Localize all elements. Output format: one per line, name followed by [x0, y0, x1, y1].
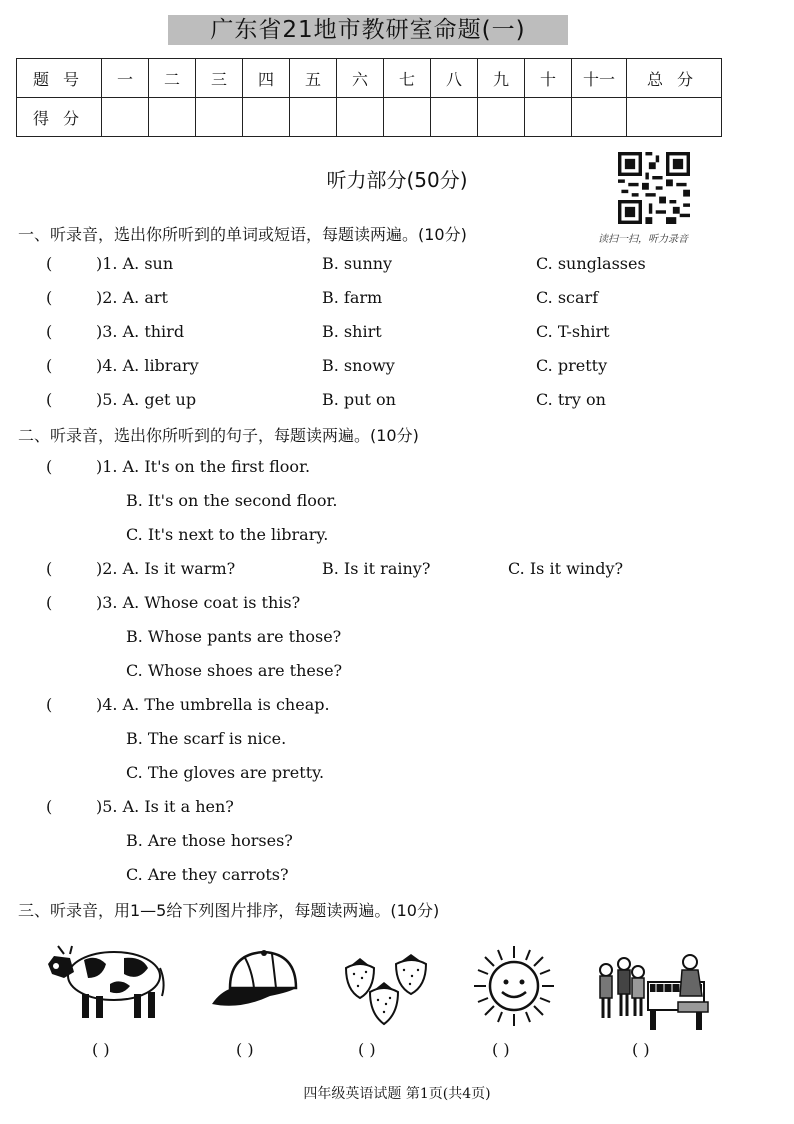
answer-paren[interactable]: ( — [46, 356, 53, 375]
score-col-4: 四 — [243, 59, 290, 98]
p2-q4-option-a: )4. A. The umbrella is cheap. — [96, 695, 330, 714]
score-table — [16, 58, 722, 137]
p2-q5-option-b: B. Are those horses? — [126, 831, 293, 850]
cow-picture — [44, 938, 168, 1022]
p1-q2-option-b: B. farm — [322, 288, 383, 307]
order-blank-5[interactable]: ( ) — [632, 1040, 650, 1059]
score-col-9: 九 — [478, 59, 525, 98]
score-col-2: 二 — [149, 59, 196, 98]
order-blank-2[interactable]: ( ) — [236, 1040, 254, 1059]
answer-paren[interactable]: ( — [46, 254, 53, 273]
p2-q1-option-c: C. It's next to the library. — [126, 525, 329, 544]
page-footer: 四年级英语试题 第1页(共4页) — [303, 1086, 491, 1102]
score-col-10: 十 — [525, 59, 572, 98]
p2-q2-option-b: B. Is it rainy? — [322, 559, 431, 578]
listening-section-heading: 听力部分(50分) — [326, 168, 468, 192]
score-cell[interactable] — [243, 98, 290, 137]
score-cell[interactable] — [149, 98, 196, 137]
answer-paren[interactable]: ( — [46, 390, 53, 409]
answer-paren[interactable]: ( — [46, 695, 53, 714]
score-cell[interactable] — [525, 98, 572, 137]
p2-q2-option-c: C. Is it windy? — [508, 559, 624, 578]
score-cell[interactable] — [290, 98, 337, 137]
p2-q3-option-c: C. Whose shoes are these? — [126, 661, 343, 680]
cap-picture — [210, 948, 302, 1012]
p2-q5-option-a: )5. A. Is it a hen? — [96, 797, 234, 816]
p1-q5-option-c: C. try on — [536, 390, 606, 409]
score-col-11: 十一 — [572, 59, 627, 98]
sun-picture — [472, 944, 556, 1028]
score-row-label: 题号 — [17, 59, 102, 98]
part2-heading: 二、听录音，选出你所听到的句子，每题读两遍。(10分) — [18, 426, 419, 445]
score-col-6: 六 — [337, 59, 384, 98]
p1-q4-option-c: C. pretty — [536, 356, 608, 375]
score-col-8: 八 — [431, 59, 478, 98]
score-row2-label: 得分 — [17, 98, 102, 137]
qr-code-icon[interactable] — [618, 152, 690, 224]
p2-q3-option-a: )3. A. Whose coat is this? — [96, 593, 301, 612]
p2-q4-option-b: B. The scarf is nice. — [126, 729, 287, 748]
p2-q5-option-c: C. Are they carrots? — [126, 865, 289, 884]
p2-q1-option-a: )1. A. It's on the first floor. — [96, 457, 311, 476]
children-piano-picture — [594, 942, 712, 1034]
score-cell[interactable] — [196, 98, 243, 137]
score-total-label: 总分 — [627, 59, 722, 98]
p1-q3-option-c: C. T-shirt — [536, 322, 610, 341]
score-table-header-row — [17, 59, 722, 98]
score-cell[interactable] — [384, 98, 431, 137]
answer-paren[interactable]: ( — [46, 559, 53, 578]
answer-paren[interactable]: ( — [46, 288, 53, 307]
strawberries-picture — [340, 954, 434, 1030]
score-col-5: 五 — [290, 59, 337, 98]
score-table-score-row — [17, 98, 722, 137]
p1-q3-option-a: )3. A. third — [96, 322, 185, 341]
answer-paren[interactable]: ( — [46, 322, 53, 341]
p1-q4-option-a: )4. A. library — [96, 356, 199, 375]
exam-title: 广东省21地市教研室命题(一) — [168, 15, 568, 45]
answer-paren[interactable]: ( — [46, 457, 53, 476]
p2-q1-option-b: B. It's on the second floor. — [126, 491, 338, 510]
answer-paren[interactable]: ( — [46, 797, 53, 816]
p1-q1-option-a: )1. A. sun — [96, 254, 174, 273]
score-cell[interactable] — [478, 98, 525, 137]
p2-q4-option-c: C. The gloves are pretty. — [126, 763, 325, 782]
score-col-3: 三 — [196, 59, 243, 98]
score-cell[interactable] — [337, 98, 384, 137]
p1-q2-option-c: C. scarf — [536, 288, 599, 307]
qr-caption: 读扫一扫，听力录音 — [598, 234, 688, 245]
score-cell[interactable] — [627, 98, 722, 137]
p1-q4-option-b: B. snowy — [322, 356, 395, 375]
p1-q5-option-a: )5. A. get up — [96, 390, 197, 409]
order-blank-1[interactable]: ( ) — [92, 1040, 110, 1059]
p1-q3-option-b: B. shirt — [322, 322, 382, 341]
score-cell[interactable] — [102, 98, 149, 137]
p1-q2-option-a: )2. A. art — [96, 288, 168, 307]
order-blank-4[interactable]: ( ) — [492, 1040, 510, 1059]
answer-paren[interactable]: ( — [46, 593, 53, 612]
score-cell[interactable] — [572, 98, 627, 137]
picture-row — [0, 938, 794, 1038]
p1-q5-option-b: B. put on — [322, 390, 396, 409]
score-col-7: 七 — [384, 59, 431, 98]
score-col-1: 一 — [102, 59, 149, 98]
p1-q1-option-c: C. sunglasses — [536, 254, 646, 273]
score-cell[interactable] — [431, 98, 478, 137]
part3-heading: 三、听录音，用1—5给下列图片排序，每题读两遍。(10分) — [18, 901, 440, 920]
p2-q3-option-b: B. Whose pants are those? — [126, 627, 342, 646]
order-blank-3[interactable]: ( ) — [358, 1040, 376, 1059]
p2-q2-option-a: )2. A. Is it warm? — [96, 559, 236, 578]
p1-q1-option-b: B. sunny — [322, 254, 393, 273]
part1-heading: 一、听录音，选出你所听到的单词或短语，每题读两遍。(10分) — [18, 225, 467, 244]
